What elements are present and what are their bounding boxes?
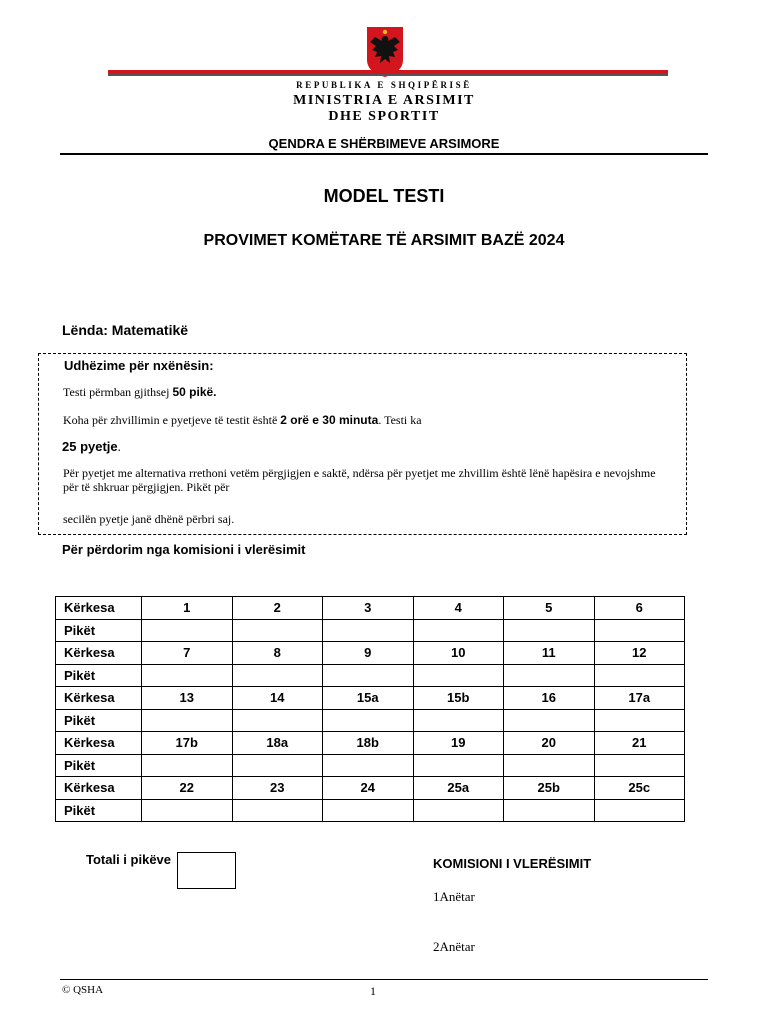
republic-name: REPUBLIKA E SHQIPËRISË xyxy=(296,80,472,90)
points-entry-cell[interactable] xyxy=(413,664,504,687)
question-number-cell: 25c xyxy=(594,777,685,800)
instructions-line-1-bold: 50 pikë. xyxy=(172,385,217,399)
points-row-label: Pikët xyxy=(56,619,142,642)
question-number-cell: 16 xyxy=(504,687,595,710)
points-entry-cell[interactable] xyxy=(413,709,504,732)
question-number-cell: 17b xyxy=(142,732,233,755)
instructions-line-4: Për pyetjet me alternativa rrethoni vetëm përgjigjen e saktë, ndërsa për pyetjet me zhvillim është lënë hapësira e nevojshme për të shkruar përgjigjen. Pikët për xyxy=(63,466,656,494)
commission-member-1: 1Anëtar xyxy=(433,889,475,904)
instructions-line-3-bold: 25 pyetje xyxy=(62,439,118,454)
question-number-cell: 3 xyxy=(323,597,414,620)
instructions-line-3 xyxy=(62,440,121,454)
instructions-line-2-text: Koha për zhvillimin e pyetjeve të testit është xyxy=(63,413,278,427)
question-number-cell: 14 xyxy=(232,687,323,710)
usage-label: Për përdorim nga komisioni i vlerësimit xyxy=(62,542,306,557)
points-entry-cell[interactable] xyxy=(142,619,233,642)
question-number-cell: 24 xyxy=(323,777,414,800)
question-number-cell: 15b xyxy=(413,687,504,710)
total-points-label: Totali i pikëve xyxy=(86,852,172,867)
question-number-cell: 1 xyxy=(142,597,233,620)
score-points-row xyxy=(56,799,685,822)
center-rule xyxy=(60,153,708,155)
subject-label: Lënda: Matematikë xyxy=(62,322,189,338)
instructions-line-1 xyxy=(63,385,217,399)
points-entry-cell[interactable] xyxy=(594,799,685,822)
points-entry-cell[interactable] xyxy=(232,799,323,822)
question-number-cell: 9 xyxy=(323,642,414,665)
points-entry-cell[interactable] xyxy=(504,619,595,642)
instructions-line-5: secilën pyetje janë dhënë përbri saj. xyxy=(63,512,235,526)
points-entry-cell[interactable] xyxy=(142,709,233,732)
score-request-row xyxy=(56,777,685,800)
points-entry-cell[interactable] xyxy=(413,754,504,777)
points-entry-cell[interactable] xyxy=(142,664,233,687)
center-name: QENDRA E SHËRBIMEVE ARSIMORE xyxy=(268,136,500,151)
points-row-label: Pikët xyxy=(56,709,142,732)
instructions-line-2 xyxy=(63,413,422,427)
score-table xyxy=(55,596,685,822)
commission-member-2: 2Anëtar xyxy=(433,939,475,954)
points-entry-cell[interactable] xyxy=(323,709,414,732)
request-row-label: Kërkesa xyxy=(56,732,142,755)
instructions-heading: Udhëzime për nxënësin: xyxy=(64,358,214,373)
page-title: MODEL TESTI xyxy=(323,186,445,206)
question-number-cell: 12 xyxy=(594,642,685,665)
instructions-line-2-bold: 2 orë e 30 minuta xyxy=(280,413,379,427)
score-points-row xyxy=(56,709,685,732)
points-entry-cell[interactable] xyxy=(323,754,414,777)
points-entry-cell[interactable] xyxy=(504,664,595,687)
question-number-cell: 10 xyxy=(413,642,504,665)
instructions-line-1-text: Testi përmban gjithsej xyxy=(63,385,170,399)
points-entry-cell[interactable] xyxy=(142,754,233,777)
instructions-line-2-tail: . Testi ka xyxy=(378,413,422,427)
question-number-cell: 18b xyxy=(323,732,414,755)
copyright-text: © QSHA xyxy=(62,984,104,996)
page-number: 1 xyxy=(370,984,376,998)
points-entry-cell[interactable] xyxy=(413,619,504,642)
instructions-line-3-tail: . xyxy=(117,439,121,454)
score-request-row xyxy=(56,732,685,755)
question-number-cell: 15a xyxy=(323,687,414,710)
question-number-cell: 19 xyxy=(413,732,504,755)
points-entry-cell[interactable] xyxy=(232,754,323,777)
question-number-cell: 4 xyxy=(413,597,504,620)
points-entry-cell[interactable] xyxy=(142,799,233,822)
points-entry-cell[interactable] xyxy=(323,664,414,687)
question-number-cell: 11 xyxy=(504,642,595,665)
score-request-row xyxy=(56,597,685,620)
commission-heading: KOMISIONI I VLERËSIMIT xyxy=(433,856,592,871)
request-row-label: Kërkesa xyxy=(56,777,142,800)
points-entry-cell[interactable] xyxy=(594,754,685,777)
points-entry-cell[interactable] xyxy=(594,709,685,732)
score-table-body xyxy=(56,597,685,822)
score-request-row xyxy=(56,687,685,710)
points-entry-cell[interactable] xyxy=(232,664,323,687)
score-request-row xyxy=(56,642,685,665)
question-number-cell: 21 xyxy=(594,732,685,755)
points-entry-cell[interactable] xyxy=(504,754,595,777)
points-entry-cell[interactable] xyxy=(323,799,414,822)
footer-rule xyxy=(60,979,708,980)
question-number-cell: 23 xyxy=(232,777,323,800)
points-row-label: Pikët xyxy=(56,664,142,687)
score-points-row xyxy=(56,664,685,687)
question-number-cell: 20 xyxy=(504,732,595,755)
header-gray-rule xyxy=(108,74,668,76)
points-entry-cell[interactable] xyxy=(232,619,323,642)
question-number-cell: 17a xyxy=(594,687,685,710)
score-points-row xyxy=(56,754,685,777)
request-row-label: Kërkesa xyxy=(56,687,142,710)
points-entry-cell[interactable] xyxy=(594,619,685,642)
points-row-label: Pikët xyxy=(56,799,142,822)
question-number-cell: 5 xyxy=(504,597,595,620)
question-number-cell: 25b xyxy=(504,777,595,800)
request-row-label: Kërkesa xyxy=(56,597,142,620)
points-entry-cell[interactable] xyxy=(232,709,323,732)
points-entry-cell[interactable] xyxy=(504,799,595,822)
question-number-cell: 13 xyxy=(142,687,233,710)
question-number-cell: 6 xyxy=(594,597,685,620)
page-subtitle: PROVIMET KOMËTARE TË ARSIMIT BAZË 2024 xyxy=(203,232,565,249)
question-number-cell: 2 xyxy=(232,597,323,620)
points-entry-cell[interactable] xyxy=(323,619,414,642)
points-entry-cell[interactable] xyxy=(594,664,685,687)
points-entry-cell[interactable] xyxy=(504,709,595,732)
instructions-box xyxy=(38,353,687,535)
total-points-box[interactable] xyxy=(177,852,236,889)
question-number-cell: 7 xyxy=(142,642,233,665)
ministry-name-line1: MINISTRIA E ARSIMIT xyxy=(293,93,475,108)
points-row-label: Pikët xyxy=(56,754,142,777)
question-number-cell: 8 xyxy=(232,642,323,665)
ministry-name-line2: DHE SPORTIT xyxy=(328,109,440,124)
request-row-label: Kërkesa xyxy=(56,642,142,665)
question-number-cell: 22 xyxy=(142,777,233,800)
question-number-cell: 25a xyxy=(413,777,504,800)
question-number-cell: 18a xyxy=(232,732,323,755)
points-entry-cell[interactable] xyxy=(413,799,504,822)
score-points-row xyxy=(56,619,685,642)
